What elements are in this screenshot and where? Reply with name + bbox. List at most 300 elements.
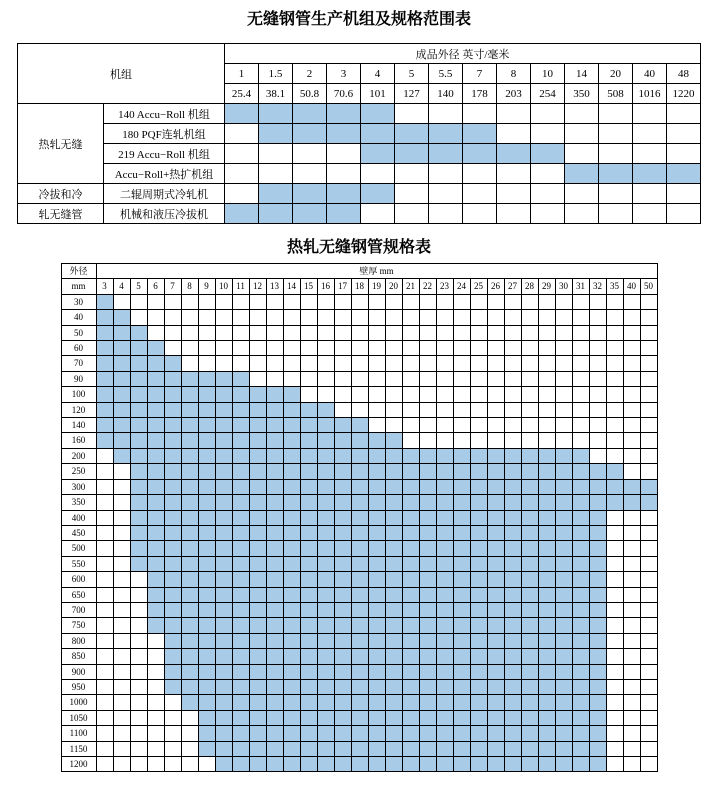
table1-cell-empty [633, 204, 667, 224]
table2-cell-filled [538, 664, 555, 679]
table2-cell-empty [623, 710, 640, 725]
table2-thickness-value: 7 [164, 279, 181, 294]
table2-cell-filled [266, 710, 283, 725]
table1-cell-filled [463, 124, 497, 144]
table2-cell-empty [640, 649, 657, 664]
table2-cell-empty [436, 402, 453, 417]
table2-cell-empty [147, 325, 164, 340]
table2-cell-empty [640, 741, 657, 756]
table2-cell-filled [572, 510, 589, 525]
table2-cell-filled [181, 602, 198, 617]
table2-thickness-value: 22 [419, 279, 436, 294]
table2-cell-filled [572, 464, 589, 479]
table2-cell-empty [487, 310, 504, 325]
table2-cell-empty [215, 294, 232, 309]
table-row [61, 387, 657, 402]
table2-cell-filled [419, 757, 436, 772]
table1-cell-empty [463, 184, 497, 204]
table2-cell-filled [385, 525, 402, 540]
table1-cell-filled [293, 204, 327, 224]
table2-cell-empty [623, 464, 640, 479]
table2-cell-filled [317, 618, 334, 633]
table2-cell-filled [130, 356, 147, 371]
table2-cell-filled [487, 510, 504, 525]
table1-mm-header: 140 [429, 84, 463, 104]
table2-cell-empty [436, 294, 453, 309]
table2-cell-filled [113, 433, 130, 448]
table2-cell-empty [96, 479, 113, 494]
table2-cell-filled [147, 495, 164, 510]
table2-cell-empty [504, 294, 521, 309]
table2-cell-filled [572, 587, 589, 602]
table2-cell-filled [521, 510, 538, 525]
table2-cell-filled [164, 587, 181, 602]
table2-thickness-value: 13 [266, 279, 283, 294]
table2-cell-filled [555, 664, 572, 679]
table2-cell-empty [623, 371, 640, 386]
table2-cell-filled [147, 402, 164, 417]
table2-cell-filled [487, 757, 504, 772]
table2-cell-filled [215, 402, 232, 417]
table2-cell-filled [232, 602, 249, 617]
table2-cell-filled [266, 757, 283, 772]
table2-cell-filled [487, 679, 504, 694]
table2-cell-filled [181, 479, 198, 494]
table2-cell-filled [436, 587, 453, 602]
table2-cell-empty [317, 310, 334, 325]
table2-cell-filled [300, 433, 317, 448]
table2-cell-empty [623, 757, 640, 772]
table1-cell-filled [463, 144, 497, 164]
table2-cell-empty [96, 741, 113, 756]
table1-mill-name: 二辊周期式冷轧机 [104, 184, 225, 204]
table-row [61, 679, 657, 694]
table1-mill-name: 机械和液压冷拔机 [104, 204, 225, 224]
table2-cell-empty [453, 325, 470, 340]
table2-cell-empty [198, 294, 215, 309]
table2-thickness-value: 21 [402, 279, 419, 294]
table2-cell-filled [453, 464, 470, 479]
table2-cell-filled [283, 726, 300, 741]
table2-cell-empty [589, 294, 606, 309]
table2-cell-filled [538, 572, 555, 587]
table2-cell-filled [181, 556, 198, 571]
table2-cell-filled [402, 757, 419, 772]
table2-cell-empty [164, 325, 181, 340]
table2-cell-filled [419, 695, 436, 710]
table2-diameter-label: 90 [61, 371, 96, 386]
table2-cell-empty [504, 325, 521, 340]
table2-cell-empty [419, 294, 436, 309]
table2-cell-filled [249, 448, 266, 463]
table2-cell-filled [504, 587, 521, 602]
table2-cell-filled [266, 448, 283, 463]
table2-cell-empty [164, 757, 181, 772]
table1-cell-empty [565, 204, 599, 224]
table2-cell-empty [385, 310, 402, 325]
table2-cell-filled [96, 387, 113, 402]
table2-cell-filled [419, 556, 436, 571]
table2-diameter-label: 1150 [61, 741, 96, 756]
table2-cell-empty [96, 757, 113, 772]
table2-cell-filled [368, 633, 385, 648]
table2-cell-filled [113, 310, 130, 325]
table2-cell-empty [232, 341, 249, 356]
table2-cell-filled [487, 695, 504, 710]
table2-cell-filled [232, 448, 249, 463]
table2-cell-filled [504, 618, 521, 633]
table2-cell-filled [249, 587, 266, 602]
table2-cell-filled [266, 556, 283, 571]
table2-cell-filled [198, 433, 215, 448]
table2-cell-filled [419, 572, 436, 587]
table2-cell-empty [334, 356, 351, 371]
table2-cell-empty [504, 341, 521, 356]
table2-diameter-label: 100 [61, 387, 96, 402]
table1-cell-filled [327, 124, 361, 144]
table2-thickness-value: 28 [521, 279, 538, 294]
table2-cell-empty [470, 433, 487, 448]
table2-cell-filled [368, 649, 385, 664]
table2-cell-filled [487, 649, 504, 664]
table2-cell-empty [130, 710, 147, 725]
table2-cell-empty [402, 418, 419, 433]
table2-cell-empty [572, 341, 589, 356]
table2-thickness-value: 17 [334, 279, 351, 294]
table2-cell-empty [181, 310, 198, 325]
table2-cell-filled [504, 525, 521, 540]
table2-cell-empty [113, 294, 130, 309]
table2-cell-filled [351, 556, 368, 571]
table1-cell-empty [225, 124, 259, 144]
table2-cell-empty [470, 310, 487, 325]
table2-cell-filled [368, 587, 385, 602]
table2-cell-filled [266, 402, 283, 417]
table-row [61, 556, 657, 571]
table2-cell-filled [232, 464, 249, 479]
table2-cell-filled [215, 679, 232, 694]
table2-cell-filled [402, 479, 419, 494]
table2-cell-filled [402, 464, 419, 479]
table2-cell-filled [504, 741, 521, 756]
table-row [18, 204, 701, 224]
table2-cell-empty [130, 757, 147, 772]
table1-inch-header: 10 [531, 64, 565, 84]
table2-cell-filled [164, 602, 181, 617]
table2-cell-empty [130, 618, 147, 633]
table2-cell-filled [130, 387, 147, 402]
table2-cell-filled [504, 479, 521, 494]
table2-cell-filled [572, 602, 589, 617]
table1-cell-empty [225, 144, 259, 164]
table2-cell-empty [504, 402, 521, 417]
table2-cell-empty [589, 387, 606, 402]
table2-cell-filled [317, 741, 334, 756]
table2-cell-filled [334, 525, 351, 540]
table-row [61, 664, 657, 679]
table-row [61, 649, 657, 664]
table2-cell-filled [317, 495, 334, 510]
table2-cell-empty [521, 371, 538, 386]
table2-cell-empty [453, 418, 470, 433]
table2-cell-empty [96, 726, 113, 741]
table2-cell-filled [266, 479, 283, 494]
table2-cell-empty [606, 402, 623, 417]
table2-cell-filled [164, 433, 181, 448]
table2-cell-filled [402, 741, 419, 756]
table2-cell-filled [351, 602, 368, 617]
table2-cell-empty [640, 757, 657, 772]
table2-cell-filled [249, 618, 266, 633]
table2-cell-filled [317, 664, 334, 679]
table1-cell-filled [293, 184, 327, 204]
table2-cell-empty [215, 325, 232, 340]
table2-cell-filled [215, 741, 232, 756]
table2-cell-filled [300, 587, 317, 602]
table2-cell-filled [317, 695, 334, 710]
table2-cell-filled [232, 587, 249, 602]
table2-cell-empty [385, 341, 402, 356]
table1-mm-header: 127 [395, 84, 429, 104]
table2-cell-empty [249, 325, 266, 340]
table1-cell-empty [327, 164, 361, 184]
table2-cell-empty [402, 371, 419, 386]
table2-cell-empty [266, 325, 283, 340]
table2-cell-filled [334, 726, 351, 741]
table2-cell-filled [538, 679, 555, 694]
table2-cell-filled [470, 448, 487, 463]
table2-cell-filled [215, 664, 232, 679]
table2-cell-filled [589, 525, 606, 540]
table2-cell-empty [606, 757, 623, 772]
table2-cell-empty [130, 587, 147, 602]
table2-cell-filled [572, 664, 589, 679]
table2-cell-filled [487, 556, 504, 571]
table2-cell-filled [113, 325, 130, 340]
table2-cell-filled [572, 495, 589, 510]
table2-cell-filled [504, 726, 521, 741]
table2-cell-filled [266, 664, 283, 679]
table2-cell-filled [555, 710, 572, 725]
table2-cell-filled [351, 695, 368, 710]
table-row [61, 541, 657, 556]
table2-cell-filled [470, 710, 487, 725]
table2-cell-empty [640, 371, 657, 386]
table2-cell-filled [521, 710, 538, 725]
table2-cell-filled [351, 741, 368, 756]
table2-cell-filled [164, 448, 181, 463]
table2-cell-empty [572, 325, 589, 340]
table2-cell-empty [113, 525, 130, 540]
table2-cell-empty [113, 587, 130, 602]
table2-diameter-label: 450 [61, 525, 96, 540]
table-row [61, 294, 657, 309]
table1-cell-empty [429, 204, 463, 224]
table2-cell-empty [640, 294, 657, 309]
table2-cell-filled [538, 649, 555, 664]
table2-cell-empty [181, 757, 198, 772]
table2-cell-filled [164, 371, 181, 386]
table2-cell-filled [130, 479, 147, 494]
table2-cell-empty [640, 618, 657, 633]
table2-cell-filled [317, 679, 334, 694]
table2-cell-empty [368, 418, 385, 433]
table2-cell-empty [470, 418, 487, 433]
table2-cell-empty [623, 572, 640, 587]
table-row [61, 695, 657, 710]
table2-cell-filled [538, 541, 555, 556]
table2-cell-empty [623, 541, 640, 556]
table2-cell-filled [368, 679, 385, 694]
table2-cell-empty [419, 310, 436, 325]
table2-cell-filled [589, 633, 606, 648]
table2-cell-empty [623, 664, 640, 679]
table2-cell-filled [470, 464, 487, 479]
table1-cell-empty [497, 124, 531, 144]
table2-cell-filled [198, 402, 215, 417]
table2-cell-filled [198, 479, 215, 494]
table2-cell-filled [198, 418, 215, 433]
table2-cell-empty [113, 541, 130, 556]
table2-cell-empty [402, 356, 419, 371]
table2-cell-filled [300, 556, 317, 571]
table2-cell-filled [283, 757, 300, 772]
table2-cell-empty [181, 726, 198, 741]
table2-cell-empty [113, 726, 130, 741]
table2-cell-filled [215, 448, 232, 463]
table2-cell-filled [419, 602, 436, 617]
table2-cell-empty [453, 356, 470, 371]
table2-cell-filled [385, 556, 402, 571]
table2-cell-filled [504, 649, 521, 664]
table1-cell-filled [395, 124, 429, 144]
table-row [61, 726, 657, 741]
table2-cell-empty [96, 541, 113, 556]
table2-cell-empty [419, 418, 436, 433]
table2-cell-filled [572, 541, 589, 556]
table2-cell-filled [470, 726, 487, 741]
table2-cell-filled [249, 479, 266, 494]
table1-mm-header: 25.4 [225, 84, 259, 104]
table2-cell-filled [181, 649, 198, 664]
table2-cell-filled [232, 418, 249, 433]
table2-cell-filled [130, 433, 147, 448]
table1-cell-filled [259, 184, 293, 204]
table-row [18, 104, 701, 124]
table2-cell-filled [453, 649, 470, 664]
table2-cell-empty [555, 294, 572, 309]
table2-cell-filled [368, 741, 385, 756]
table2-cell-filled [249, 741, 266, 756]
table2-thickness-value: 20 [385, 279, 402, 294]
table2-cell-filled [402, 448, 419, 463]
table2-cell-empty [623, 341, 640, 356]
table2-cell-filled [215, 371, 232, 386]
table2-cell-empty [640, 710, 657, 725]
table2-cell-filled [300, 464, 317, 479]
table2-cell-empty [147, 649, 164, 664]
table2-cell-empty [521, 402, 538, 417]
table2-cell-filled [147, 341, 164, 356]
table2-cell-filled [334, 695, 351, 710]
table2-cell-filled [181, 402, 198, 417]
table2-cell-filled [249, 695, 266, 710]
table-row [61, 464, 657, 479]
table2-cell-filled [198, 741, 215, 756]
table2-cell-empty [130, 602, 147, 617]
table2-cell-filled [96, 371, 113, 386]
table2-cell-filled [538, 525, 555, 540]
table2-cell-empty [606, 448, 623, 463]
table2-cell-filled [436, 695, 453, 710]
table2-cell-empty [317, 387, 334, 402]
table2-cell-empty [572, 387, 589, 402]
table2-cell-filled [368, 572, 385, 587]
table2-cell-filled [198, 726, 215, 741]
table2-cell-filled [232, 741, 249, 756]
table2-cell-filled [198, 541, 215, 556]
table2-cell-filled [181, 495, 198, 510]
table1-cell-empty [667, 204, 701, 224]
table2-cell-empty [589, 341, 606, 356]
table1-cell-filled [667, 164, 701, 184]
table2-cell-empty [113, 495, 130, 510]
table2-diameter-label: 1000 [61, 695, 96, 710]
table2-cell-filled [232, 757, 249, 772]
table2-cell-filled [470, 741, 487, 756]
table2-cell-filled [555, 649, 572, 664]
table2-cell-filled [368, 602, 385, 617]
table2-cell-empty [640, 310, 657, 325]
table2-cell-empty [640, 602, 657, 617]
table2-cell-filled [555, 726, 572, 741]
table2-cell-filled [504, 679, 521, 694]
table2-cell-filled [164, 664, 181, 679]
table2-cell-filled [572, 695, 589, 710]
table2-cell-filled [232, 510, 249, 525]
table2-cell-empty [606, 556, 623, 571]
table1-cell-filled [565, 164, 599, 184]
table2-cell-filled [385, 695, 402, 710]
table2-thickness-header: 壁厚 mm [96, 264, 657, 279]
table2-cell-filled [283, 510, 300, 525]
table2-cell-filled [589, 741, 606, 756]
table2-cell-empty [351, 387, 368, 402]
table2-cell-empty [436, 371, 453, 386]
table2-cell-filled [504, 448, 521, 463]
table2-cell-filled [402, 495, 419, 510]
table2-cell-empty [521, 294, 538, 309]
table2-cell-filled [487, 495, 504, 510]
table2-cell-filled [283, 464, 300, 479]
table2-cell-filled [538, 464, 555, 479]
table2-cell-filled [283, 587, 300, 602]
table2-cell-filled [572, 618, 589, 633]
table2-cell-filled [164, 556, 181, 571]
table-row [61, 402, 657, 417]
table2-cell-filled [453, 757, 470, 772]
table2-cell-filled [249, 541, 266, 556]
table2-cell-empty [436, 418, 453, 433]
table1-inch-header: 5.5 [429, 64, 463, 84]
table2-cell-filled [436, 633, 453, 648]
table2-cell-empty [521, 310, 538, 325]
table2-cell-filled [487, 664, 504, 679]
table2-cell-filled [606, 495, 623, 510]
table2-cell-filled [147, 510, 164, 525]
page-title-2: 热轧无缝钢管规格表 [286, 239, 431, 256]
table2-cell-filled [555, 556, 572, 571]
